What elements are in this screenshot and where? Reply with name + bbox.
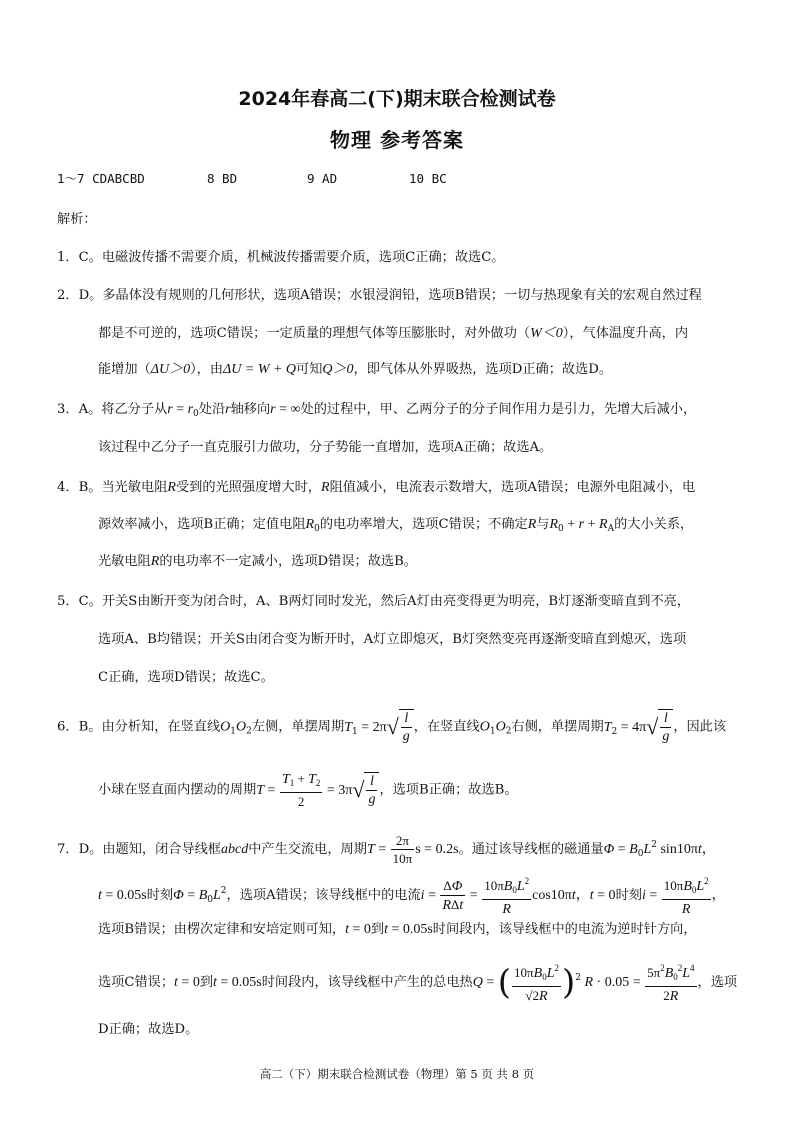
eq-current: i = $\frac{\Delta\Phi}{\text{RΔt}}$ = $\frac{10\pi B_0L^2}{R}$ cos10πt — [421, 888, 576, 903]
q6-line-1: 6．B。由分析知，在竖直线$O_1O_2$左侧，单摆周期$T_1 = 2\pi√$ $\frac{l}{g}$ ，在竖直线$O_1O_2$右侧，单摆周期$T_2 = 4\pi√$ $\frac{l}{g}$ ，因此该 — [57, 711, 727, 744]
q3-line-2: 该过程中乙分子一直克服引力做功，分子势能一直增加，选项A正确；故选A。 — [98, 440, 553, 455]
q1-line-1: 1．C。电磁波传播不需要介质，机械波传播需要介质，选项C正确；故选C。 — [57, 250, 505, 265]
q2-q-condition: Q＞0 — [322, 362, 354, 377]
q2-first-law: ΔU = W + Q — [223, 362, 297, 377]
eq-t1: $T_1 = 2\pi√$ $\frac{l}{g}$ — [344, 720, 414, 735]
q2-line-2: 都是不可逆的，选项C错误；一定质量的理想气体等压膨胀时，对外做功（W＜0），气体温度升高，内 — [98, 326, 689, 341]
eq-r-sum: $R_0 + r + R_A$ — [549, 517, 615, 534]
q7-line-5: D正确；故选D。 — [98, 1022, 199, 1037]
eq-r-r0: $r = r_0$ — [167, 402, 199, 419]
q2-work-condition: W＜0 — [530, 326, 563, 341]
q4-line-3: 光敏电阻R的电功率不一定减小，选项D错误；故选B。 — [98, 554, 417, 569]
eq-period: T = $\frac{2\pi}{10\pi}$ s = 0.2s — [366, 833, 459, 866]
eq-heat: Q = ( $\frac{10\pi B_0L^2}{√2R}$ )$^2$ R · 0.05 = $\frac{5\pi^2B_0^2L^4}{2R}$ — [473, 975, 698, 990]
eq-t-005: t = 0.05s — [98, 888, 147, 903]
answer-10: 10 BC — [409, 171, 447, 186]
page-footer: 高二（下）期末联合检测试卷（物理）第 5 页 共 8 页 — [259, 1067, 535, 1081]
q7-line-2: t = 0.05s时刻$\Phi = B_0L^2$，选项A错误；该导线框中的电流i = $\frac{\Delta\Phi}{\text{RΔt}}$ = $\frac{10\pi B_0L^2}{R}$ cos10πt，t = 0时刻i = $\frac{10\pi B_0L^2}{R}$ ， — [98, 873, 726, 918]
q7-line-3: 选项B错误；由楞次定律和安培定则可知，t = 0到t = 0.05s时间段内，该导线框中的电流为逆时针方向， — [98, 922, 697, 937]
eq-t-start: t = 0 — [345, 922, 371, 937]
eq-current-0: i = $\frac{10\pi B_0L^2}{R}$ — [642, 888, 712, 903]
eq-t-period: T = $\frac{T_1 + T_2}{2}$ = 3π√ $\frac{l}{g}$ — [256, 783, 379, 798]
q7-line-1: 7．D。由题知，闭合导线框abcd中产生交流电，周期T = $\frac{2\pi}{10\pi}$ s = 0.2s。通过该导线框的磁通量$\Phi = B_0L^2$ sin10πt， — [57, 833, 716, 866]
q5-line-3: C正确，选项D错误；故选C。 — [98, 670, 274, 685]
q5-line-2: 选项A、B均错误；开关S由闭合变为断开时，A灯立即熄灭，B灯突然变亮再逐渐变暗直到熄灭，选项 — [98, 632, 687, 647]
q7-line-4: 选项C错误；t = 0到t = 0.05s时间段内，该导线框中产生的总电热Q = ( $\frac{10\pi B_0L^2}{√2R}$ )$^2$ R · 0.05 = $\frac{5\pi^2B_0^2L^4}{2R}$ ，选项 — [98, 960, 737, 1005]
q2-line-1: 2．D。多晶体没有规则的几何形状，选项A错误；水银浸润铅，选项B错误；一切与热现象有关的宏观自然过程 — [57, 288, 702, 303]
q2-line-3: 能增加（ΔU＞0），由ΔU = W + Q可知Q＞0，即气体从外界吸热，选项D正确；故选D。 — [98, 362, 613, 377]
eq-flux-max: $\Phi = B_0L^2$ — [173, 886, 227, 905]
q3-line-1: 3．A。将乙分子从$r = r_0$处沿r轴移向r = ∞处的过程中，甲、乙两分子的分子间作用力是引力，先增大后减小， — [57, 402, 697, 419]
answer-9: 9 AD — [307, 171, 338, 186]
q4-line-2: 源效率减小，选项B正确；定值电阻$R_0$的电功率增大，选项C错误；不确定R与$R_0 + r + R_A$的大小关系， — [98, 517, 694, 534]
page-subtitle: 物理 参考答案 — [330, 128, 464, 152]
eq-t-end: t = 0.05s — [384, 922, 433, 937]
eq-flux: $\Phi = B_0L^2$ sin10πt — [603, 840, 702, 859]
eq-t-0: t = 0 — [589, 888, 616, 903]
q5-line-1: 5．C。开关S由断开变为闭合时，A、B两灯同时发光，然后A灯由亮变得更为明亮，B灯逐渐变暗直到不亮， — [57, 594, 691, 609]
q6-line-2: 小球在竖直面内摆动的周期T = $\frac{T_1 + T_2}{2}$ = 3π√ $\frac{l}{g}$ ，选项B正确；故选B。 — [98, 771, 518, 809]
eq-t-end-2: t = 0.05s — [213, 975, 262, 990]
answer-1-7: 1～7 CDABCBD — [57, 171, 145, 186]
eq-t2: $T_2 = 4\pi√$ $\frac{l}{g}$ — [604, 720, 674, 735]
q2-du-condition: ΔU＞0 — [150, 362, 191, 377]
eq-t-start-2: t = 0 — [174, 975, 200, 990]
page-title: 2024年春高二(下)期末联合检测试卷 — [238, 88, 556, 110]
answer-key — [57, 169, 447, 187]
q4-line-1: 4．B。当光敏电阻R受到的光照强度增大时，R阻值减小，电流表示数增大，选项A错误；电源外电阻减小，电 — [57, 480, 696, 495]
answer-8: 8 BD — [207, 171, 238, 186]
analysis-label: 解析： — [57, 212, 97, 227]
eq-r-inf: r = ∞ — [270, 402, 301, 417]
